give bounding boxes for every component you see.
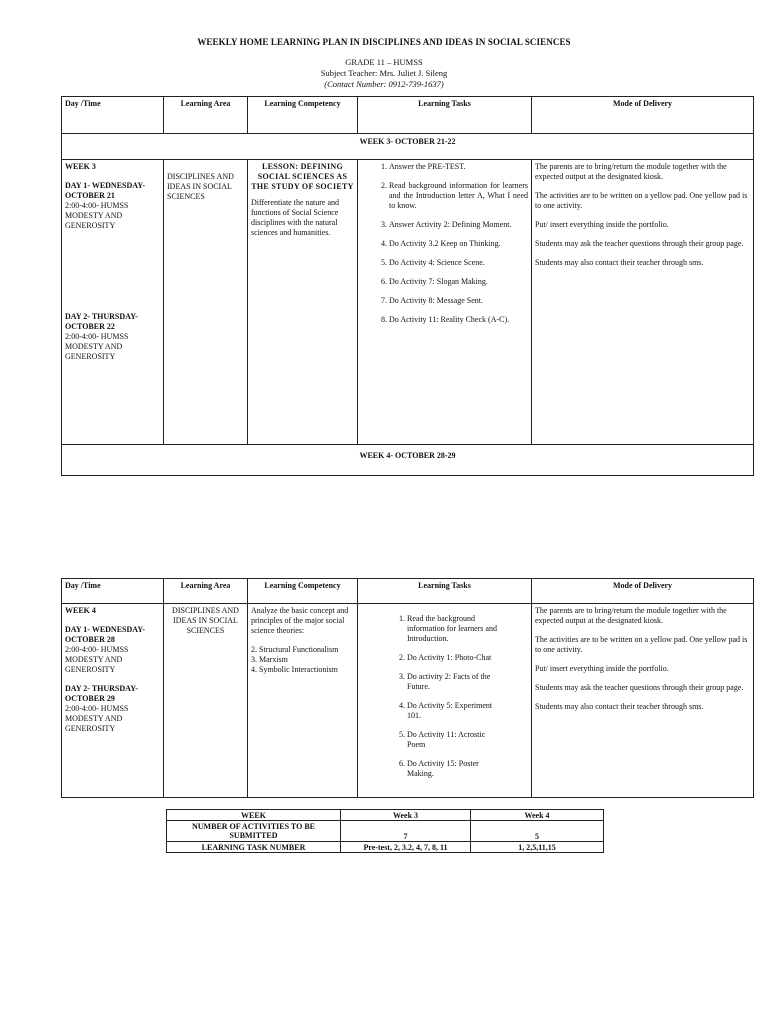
competency-text: Differentiate the nature and functions of Social Science disciplines with the natural sciences and humanities. xyxy=(251,198,340,237)
learning-area-cell xyxy=(164,604,248,798)
summary-table xyxy=(166,809,604,853)
mode-item: Put/ insert everything inside the portfolio. xyxy=(535,664,669,673)
col-learning-area: Learning Area xyxy=(164,97,248,134)
mode-cell xyxy=(532,160,754,445)
day2-detail: 2:00-4:00- HUMSS MODESTY AND GENEROSITY xyxy=(65,704,129,733)
list-item: 4. Do Activity 3.2 Keep on Thinking. xyxy=(389,239,528,249)
competency-cell xyxy=(248,604,358,798)
col-learning-competency: Learning Competency xyxy=(248,97,358,134)
theory-item: 2. Structural Functionalism xyxy=(251,645,339,654)
document-title: WEEKLY HOME LEARNING PLAN IN DISCIPLINES AND IDEAS IN SOCIAL SCIENCES xyxy=(197,37,571,47)
tasks-cell xyxy=(358,604,532,798)
competency-text: Analyze the basic concept and principles of the major social science theories: xyxy=(251,606,349,635)
day2-title: DAY 2- THURSDAY- OCTOBER 22 xyxy=(65,312,138,331)
col-learning-area: Learning Area xyxy=(164,579,248,604)
day1-detail: 2:00-4:00- HUMSS MODESTY AND GENEROSITY xyxy=(65,201,129,230)
theory-item: 3. Marxism xyxy=(251,655,288,664)
day1-title: DAY 1- WEDNESDAY- OCTOBER 28 xyxy=(65,625,146,644)
day1-title: DAY 1- WEDNESDAY- OCTOBER 21 xyxy=(65,181,146,200)
mode-item: The parents are to bring/return the module together with the expected output at the designated kiosk. xyxy=(535,606,727,625)
list-item: 6. Do Activity 7: Slogan Making. xyxy=(389,277,528,287)
col-day-time: Day /Time xyxy=(62,97,164,134)
summary-cell: 5 xyxy=(471,821,604,842)
mode-item: Put/ insert everything inside the portfolio. xyxy=(535,220,669,229)
theory-item: 4. Symbolic Interactionism xyxy=(251,665,338,674)
summary-col-week: WEEK xyxy=(167,810,341,821)
list-item: 7. Do Activity 8: Message Sent. xyxy=(389,296,528,306)
day-time-cell xyxy=(62,160,164,445)
mode-cell xyxy=(532,604,754,798)
day1-detail: 2:00-4:00- HUMSS MODESTY AND GENEROSITY xyxy=(65,645,129,674)
mode-item: The parents are to bring/return the module together with the expected output at the designated kiosk. xyxy=(535,162,727,181)
table-row xyxy=(167,821,604,842)
table-header-row xyxy=(62,579,754,604)
list-item: 1. Answer the PRE-TEST. xyxy=(389,162,528,172)
list-item: 5. Do Activity 11: Acrostic Poem xyxy=(407,730,504,750)
plan-table-week4 xyxy=(61,578,754,798)
day-time-cell xyxy=(62,604,164,798)
mode-item: Students may ask the teacher questions through their group page. xyxy=(535,239,744,248)
competency-cell xyxy=(248,160,358,445)
list-item: 4. Do Activity 5: Experiment 101. xyxy=(407,701,504,721)
contact-line: (Contact Number: 0912-739-1637) xyxy=(324,79,444,89)
summary-col-week4: Week 4 xyxy=(471,810,604,821)
summary-cell: Pre-test, 2, 3.2, 4, 7, 8, 11 xyxy=(341,842,471,853)
summary-col-week3: Week 3 xyxy=(341,810,471,821)
grade-line: GRADE 11 – HUMSS xyxy=(345,57,423,67)
list-item: 1. Read the background information for learners and Introduction. xyxy=(407,614,504,644)
week-banner-row xyxy=(62,134,754,160)
list-item: 2. Do Activity 1: Photo-Chat xyxy=(407,653,504,663)
week3-banner: WEEK 3- OCTOBER 21-22 xyxy=(62,134,754,160)
mode-item: Students may ask the teacher questions through their group page. xyxy=(535,683,744,692)
list-item: 6. Do Activity 15: Poster Making. xyxy=(407,759,504,779)
tasks-cell xyxy=(358,160,532,445)
day2-detail: 2:00-4:00- HUMSS MODESTY AND GENEROSITY xyxy=(65,332,129,361)
col-mode-of-delivery: Mode of Delivery xyxy=(532,579,754,604)
summary-cell: 7 xyxy=(341,821,471,842)
lesson-title: LESSON: DEFINING SOCIAL SCIENCES AS THE STUDY OF SOCIETY xyxy=(251,162,354,191)
list-item: 3. Answer Activity 2: Defining Moment. xyxy=(389,220,528,230)
col-day-time: Day /Time xyxy=(62,579,164,604)
week4-banner: WEEK 4- OCTOBER 28-29 xyxy=(62,445,754,476)
tasks-list xyxy=(361,614,528,779)
table-row xyxy=(167,842,604,853)
tasks-list xyxy=(361,162,528,325)
col-learning-competency: Learning Competency xyxy=(248,579,358,604)
mode-item: Students may also contact their teacher through sms. xyxy=(535,258,704,267)
week-banner-row xyxy=(62,445,754,476)
list-item: 2. Read background information for learners and the Introduction letter A, What I need to know. xyxy=(389,181,528,211)
summary-row-label: NUMBER OF ACTIVITIES TO BE SUBMITTED xyxy=(167,821,341,842)
list-item: 8. Do Activity 11: Reality Check (A-C). xyxy=(389,315,528,325)
mode-item: Students may also contact their teacher through sms. xyxy=(535,702,704,711)
table-row xyxy=(62,160,754,445)
list-item: 3. Do activity 2: Facts of the Future. xyxy=(407,672,504,692)
day2-title: DAY 2- THURSDAY- OCTOBER 29 xyxy=(65,684,138,703)
learning-area-text: DISCIPLINES AND IDEAS IN SOCIAL SCIENCES xyxy=(167,172,234,201)
summary-header-row xyxy=(167,810,604,821)
teacher-line: Subject Teacher: Mrs. Juliet J. Sileng xyxy=(320,68,448,78)
summary-row-label: LEARNING TASK NUMBER xyxy=(167,842,341,853)
col-mode-of-delivery: Mode of Delivery xyxy=(532,97,754,134)
week-label: WEEK 3 xyxy=(65,162,96,171)
mode-item: The activities are to be written on a yellow pad. One yellow pad is to one activity. xyxy=(535,635,748,654)
plan-table-week3 xyxy=(61,96,754,476)
summary-cell: 1, 2,5,11,15 xyxy=(471,842,604,853)
mode-item: The activities are to be written on a yellow pad. One yellow pad is to one activity. xyxy=(535,191,748,210)
list-item: 5. Do Activity 4: Science Scene. xyxy=(389,258,528,268)
col-learning-tasks: Learning Tasks xyxy=(358,579,532,604)
col-learning-tasks: Learning Tasks xyxy=(358,97,532,134)
table-header-row xyxy=(62,97,754,134)
week-label: WEEK 4 xyxy=(65,606,96,615)
table-row xyxy=(62,604,754,798)
learning-area-cell xyxy=(164,160,248,445)
learning-area-text: DISCIPLINES AND IDEAS IN SOCIAL SCIENCES xyxy=(172,606,239,635)
